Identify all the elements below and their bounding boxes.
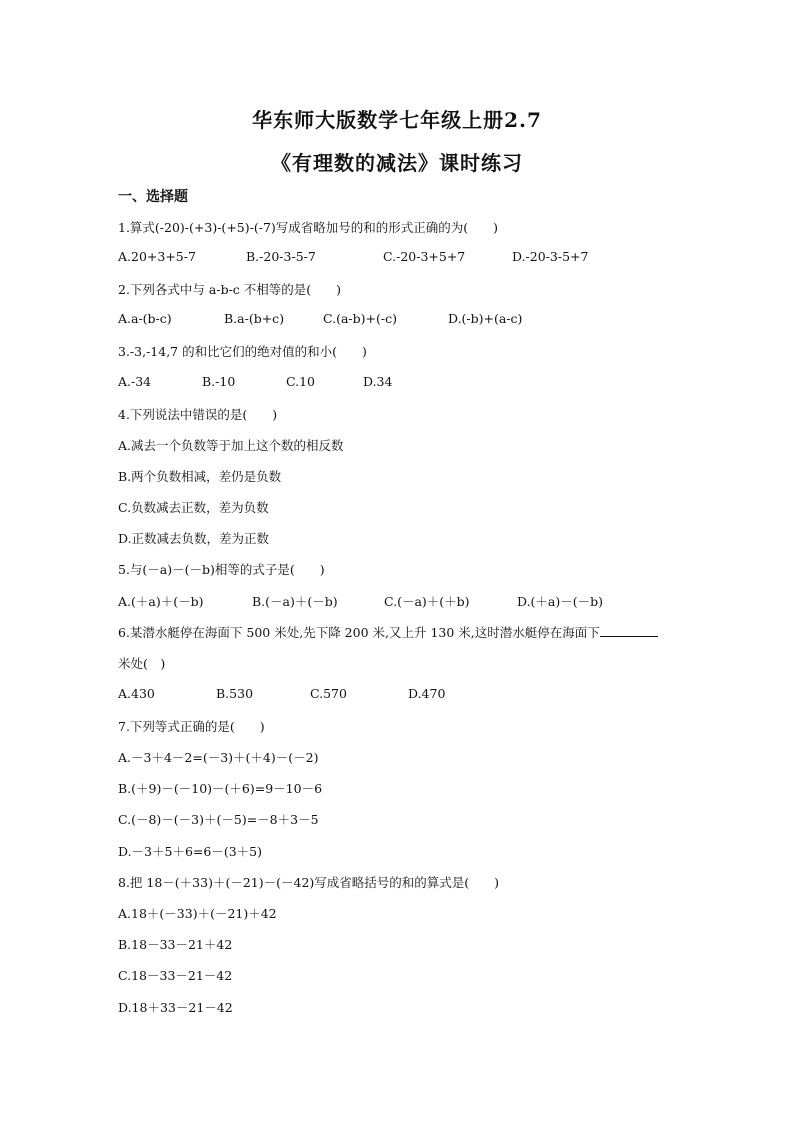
option-a: A.20+3+5-7 xyxy=(118,249,196,264)
option-c: C.10 xyxy=(286,374,315,389)
question-8-stem: 8.把 18－(＋33)＋(－21)－(－42)写成省略括号的和的算式是( ) xyxy=(118,875,500,890)
option-d: D.470 xyxy=(408,686,446,701)
option-c: C.(a-b)+(-c) xyxy=(323,311,397,326)
option-b: B.a-(b+c) xyxy=(224,311,285,326)
question-4-option-c: C.负数减去正数，差为负数 xyxy=(118,500,269,515)
question-7-option-b: B.(＋9)－(－10)－(＋6)=9－10－6 xyxy=(118,781,323,796)
question-8-option-d: D.18＋33－21－42 xyxy=(118,1000,233,1015)
question-6-stem-cont: 米处( ) xyxy=(118,656,166,671)
question-3-stem: 3.-3,-14,7 的和比它们的绝对值的和小( ) xyxy=(118,344,367,359)
question-7-option-d: D.－3＋5＋6=6－(3＋5) xyxy=(118,844,262,859)
page-title: 华东师大版数学七年级上册2.7 xyxy=(252,108,542,132)
question-6-text: 6.某潜水艇停在海面下 500 米处,先下降 200 米,又上升 130 米,这时潜水艇停在海面下 xyxy=(118,625,600,640)
option-a: A.(＋a)＋(－b) xyxy=(118,594,204,609)
option-d: D.-20-3-5+7 xyxy=(512,249,589,264)
option-c: C.570 xyxy=(310,686,347,701)
option-b: B.-10 xyxy=(202,374,236,389)
question-2-stem: 2.下列各式中与 a-b-c 不相等的是( ) xyxy=(118,282,342,297)
option-a: A.-34 xyxy=(118,374,152,389)
option-c: C.(－a)＋(＋b) xyxy=(384,594,470,609)
question-4-option-b: B.两个负数相减，差仍是负数 xyxy=(118,469,282,484)
question-8-option-b: B.18－33－21＋42 xyxy=(118,937,233,952)
option-d: D.(-b)+(a-c) xyxy=(448,311,523,326)
question-7-stem: 7.下列等式正确的是( ) xyxy=(118,719,265,734)
option-d: D.34 xyxy=(363,374,393,389)
question-1-stem: 1.算式(-20)-(+3)-(+5)-(-7)写成省略加号的和的形式正确的为( ) xyxy=(118,220,499,235)
question-4-stem: 4.下列说法中错误的是( ) xyxy=(118,407,278,422)
question-7-option-c: C.(－8)－(－3)＋(－5)=－8＋3－5 xyxy=(118,812,319,827)
question-8-option-c: C.18－33－21－42 xyxy=(118,968,233,983)
question-4-option-d: D.正数减去负数，差为正数 xyxy=(118,531,270,546)
option-a: A.430 xyxy=(118,686,155,701)
option-c: C.-20-3+5+7 xyxy=(383,249,466,264)
question-6-stem xyxy=(118,623,658,641)
answer-blank[interactable] xyxy=(600,624,658,637)
option-b: B.-20-3-5-7 xyxy=(246,249,316,264)
question-7-option-a: A.－3＋4－2=(－3)＋(＋4)－(－2) xyxy=(118,750,319,765)
option-b: B.(－a)＋(－b) xyxy=(252,594,338,609)
option-d: D.(＋a)－(－b) xyxy=(517,594,604,609)
question-8-option-a: A.18＋(－33)＋(－21)＋42 xyxy=(118,906,277,921)
page-subtitle: 《有理数的减法》课时练习 xyxy=(271,151,523,175)
option-b: B.530 xyxy=(216,686,254,701)
question-5-stem: 5.与(－a)－(－b)相等的式子是( ) xyxy=(118,562,325,577)
section-heading: 一、选择题 xyxy=(118,189,188,205)
option-a: A.a-(b-c) xyxy=(118,311,172,326)
question-4-option-a: A.减去一个负数等于加上这个数的相反数 xyxy=(118,438,344,453)
